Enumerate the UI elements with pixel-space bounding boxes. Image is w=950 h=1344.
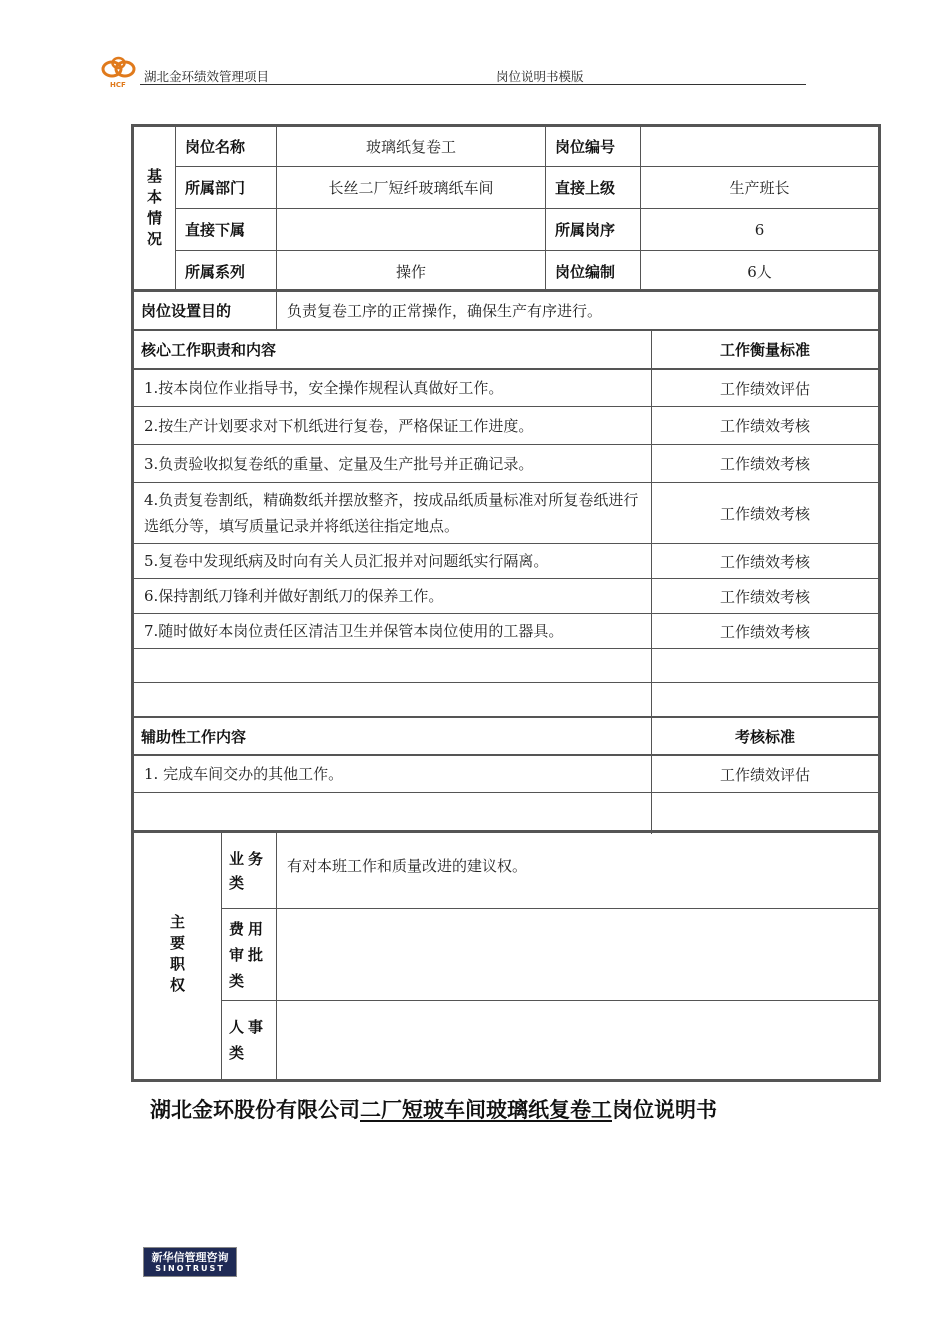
aux-standard-header: 考核标准 <box>734 727 795 746</box>
purpose-text: 负责复卷工序的正常操作，确保生产有序进行。 <box>287 302 603 320</box>
core-duty-item <box>134 649 651 682</box>
footer-brand-cn: 新华信管理咨询 <box>151 1251 229 1264</box>
authority-category-expense: 费用审批类 <box>229 919 268 990</box>
authority-expense-content <box>287 909 877 1000</box>
aux-duty-standard: 工作绩效评估 <box>719 765 810 784</box>
core-duty-item: 1.按本岗位作业指导书，安全操作规程认真做好工作。 <box>144 379 504 397</box>
superior-value: 生产班长 <box>729 179 790 197</box>
dept-label: 所属部门 <box>185 179 246 197</box>
core-duty-standard: 工作绩效考核 <box>719 455 810 473</box>
logo-text: HCF <box>110 81 126 89</box>
document-title-suffix: 岗位说明书 <box>612 1098 717 1122</box>
aux-duties-header: 辅助性工作内容 <box>141 727 247 746</box>
core-duty-item <box>134 683 651 716</box>
post-name-label: 岗位名称 <box>185 138 246 156</box>
authority-category-business: 业务类 <box>229 849 268 892</box>
core-duty-standard: 工作绩效考核 <box>719 552 810 571</box>
core-duty-standard: 工作绩效考核 <box>719 417 810 435</box>
job-description-form <box>131 124 881 1082</box>
page-header <box>100 55 808 87</box>
post-no-value <box>641 127 878 166</box>
aux-duty-item: 1. 完成车间交办的其他工作。 <box>144 765 344 783</box>
document-title-post: 二厂短玻车间玻璃纸复卷工 <box>360 1098 612 1122</box>
post-no-label: 岗位编号 <box>555 138 616 156</box>
core-duty-standard: 工作绩效评估 <box>719 379 810 398</box>
header-rule <box>140 84 806 85</box>
series-value: 操作 <box>395 263 426 281</box>
aux-duty-standard <box>652 793 878 830</box>
series-label: 所属系列 <box>185 263 246 281</box>
core-duty-standard <box>652 683 878 716</box>
subordinate-value <box>277 209 545 250</box>
dept-value: 长丝二厂短纤玻璃纸车间 <box>328 179 494 197</box>
authority-personnel-content <box>287 1001 877 1079</box>
aux-duty-item <box>134 793 651 830</box>
footer-brand-logo <box>143 1247 237 1277</box>
core-duty-item: 3.负责验收拟复卷纸的重量、定量及生产批号并正确记录。 <box>144 454 534 473</box>
headcount-value: 6人 <box>747 263 772 281</box>
sequence-label: 所属岗序 <box>555 221 616 239</box>
core-duties-header: 核心工作职责和内容 <box>141 341 277 359</box>
document-title <box>150 1094 717 1124</box>
footer-brand-en: SINOTRUST <box>155 1264 225 1273</box>
core-duty-standard: 工作绩效考核 <box>719 587 810 606</box>
core-duty-item: 5.复卷中发现纸病及时向有关人员汇报并对问题纸实行隔离。 <box>144 552 549 570</box>
superior-label: 直接上级 <box>555 179 616 197</box>
subordinate-label: 直接下属 <box>185 221 246 239</box>
core-standard-header: 工作衡量标准 <box>719 341 810 359</box>
header-template-title: 岗位说明书模版 <box>496 69 584 84</box>
authority-label: 主要职权 <box>168 914 186 998</box>
core-duty-standard <box>652 649 878 682</box>
core-duty-item: 6.保持割纸刀锋利并做好割纸刀的保养工作。 <box>144 587 444 605</box>
authority-business-content: 有对本班工作和质量改进的建议权。 <box>287 857 528 875</box>
post-name-value: 玻璃纸复卷工 <box>365 138 456 156</box>
sequence-value: 6 <box>754 220 765 239</box>
core-duty-item: 2.按生产计划要求对下机纸进行复卷，严格保证工作进度。 <box>144 416 534 435</box>
header-company-project: 湖北金环绩效管理项目 <box>144 69 270 84</box>
core-duty-item: 7.随时做好本岗位责任区清洁卫生并保管本岗位使用的工器具。 <box>144 622 564 640</box>
company-logo <box>100 55 138 89</box>
purpose-label: 岗位设置目的 <box>141 302 232 320</box>
core-duty-standard: 工作绩效考核 <box>719 504 810 523</box>
core-duty-standard: 工作绩效考核 <box>719 622 810 641</box>
document-title-company: 湖北金环股份有限公司 <box>150 1098 360 1122</box>
headcount-label: 岗位编制 <box>555 263 616 281</box>
basic-info-label: 基本情况 <box>145 167 163 252</box>
authority-category-personnel: 人事类 <box>229 1018 268 1062</box>
core-duty-item: 4.负责复卷割纸，精确数纸并摆放整齐，按成品纸质量标准对所复卷纸进行选纸分等，填写质量记录并将纸送往指定地点。 <box>144 491 639 535</box>
